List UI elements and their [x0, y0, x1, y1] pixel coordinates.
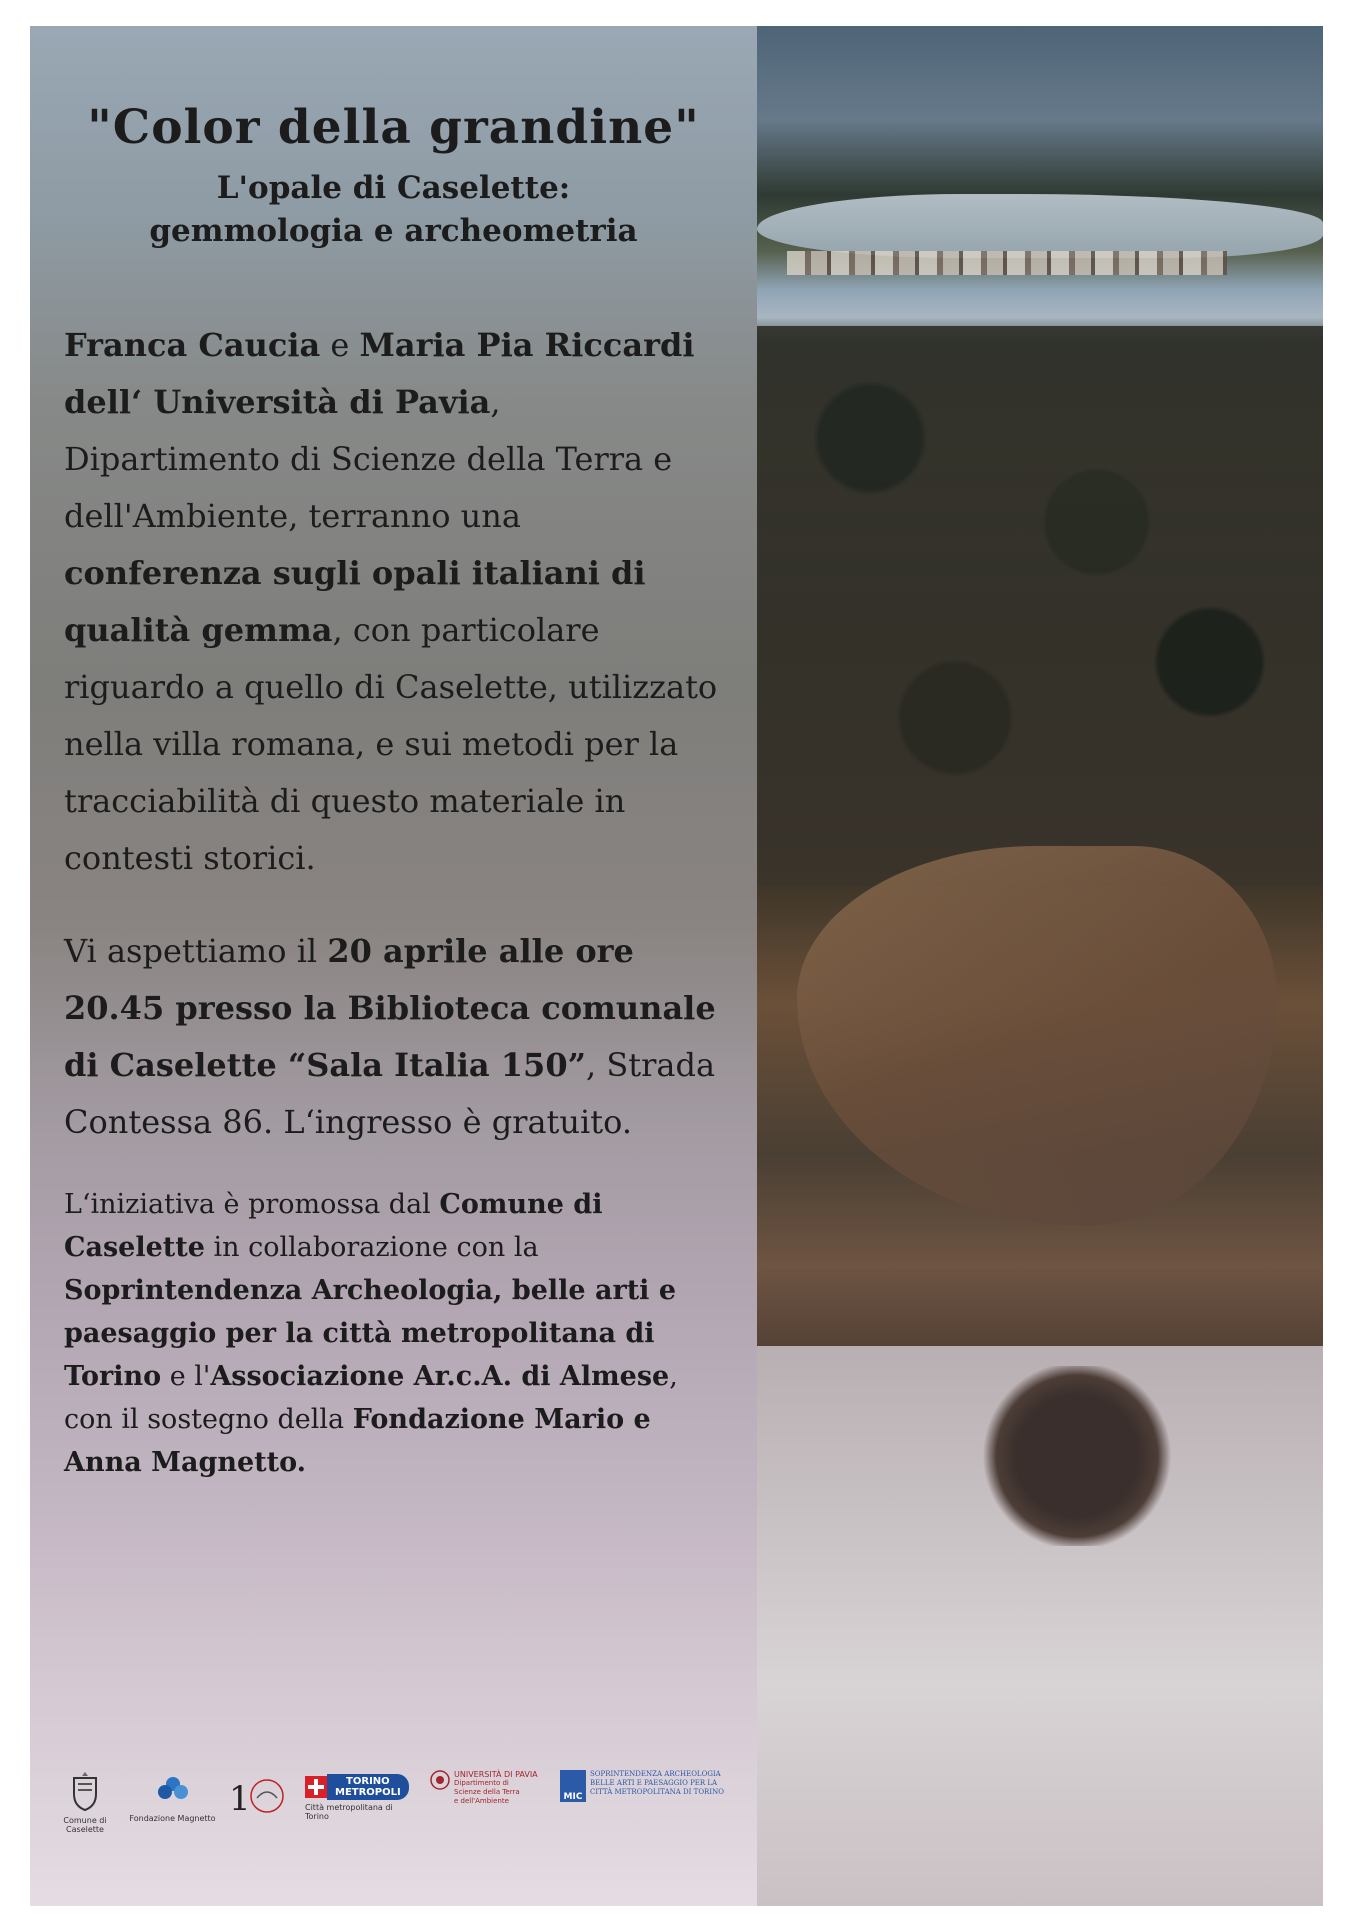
soprintendenza-label: SOPRINTENDENZA ARCHEOLOGIA BELLE ARTI E PAESAGGIO PER LA CITTÀ METROPOLITANA DI TORINO	[590, 1770, 724, 1796]
logo-fondazione-magnetto	[125, 1770, 220, 1823]
speaker-1: Franca Caucia	[64, 326, 321, 364]
landscape-photo-right	[757, 26, 1323, 1906]
coat-of-arms-icon	[70, 1770, 100, 1812]
torino-sub-label: Città metropolitana di Torino	[305, 1803, 393, 1821]
logo-fondazione-label: Fondazione Magnetto	[129, 1814, 216, 1823]
torino-cross-icon	[305, 1776, 327, 1798]
speaker-2: Maria Pia Riccardi dell‘ Università di Pavia	[64, 326, 695, 421]
text-fragment: e	[320, 326, 360, 364]
poster-text	[30, 26, 757, 1511]
mic-label: MIC	[563, 1792, 583, 1802]
logo-anniversary	[225, 1776, 295, 1820]
event-date-location: 20 aprile alle ore 20.45 presso la Biblioteca comunale di Caselette “Sala Italia 150”	[64, 932, 716, 1084]
logo-torino-metropoli	[305, 1774, 415, 1821]
organizer-associazione: Associazione Ar.c.A. di Almese	[210, 1361, 670, 1392]
pavia-title: UNIVERSITÀ DI PAVIA	[454, 1770, 538, 1779]
village-houses	[787, 251, 1227, 275]
speakers-paragraph	[30, 317, 757, 887]
torino-wordmark	[327, 1774, 409, 1800]
mic-icon	[560, 1770, 586, 1802]
forest-area	[757, 326, 1323, 886]
poster-title: "Color della grandine"	[87, 100, 700, 155]
text-fragment: , con il sostegno della	[64, 1361, 678, 1435]
text-fragment: , Dipartimento di Scienze della Terra e dell'Ambiente, terranno una	[64, 383, 673, 535]
anniversary-10-icon	[227, 1776, 293, 1816]
organizer-soprintendenza: Soprintendenza Archeologia, belle arti e paesaggio per la città metropolitana di Torino	[64, 1275, 676, 1392]
pavia-seal-icon	[430, 1770, 450, 1790]
organizer-comune: Comune di Caselette	[64, 1189, 603, 1263]
fondazione-flower-icon	[153, 1770, 193, 1810]
logo-comune-caselette	[50, 1770, 120, 1834]
subtitle-line2: gemmologia e archeometria	[149, 213, 638, 249]
text-fragment: e l'	[161, 1361, 211, 1392]
text-fragment: , Strada Contessa 86. L‘ingresso è gratuito.	[64, 1046, 716, 1141]
text-fragment: Vi aspettiamo il	[64, 932, 328, 970]
text-fragment: in collaborazione con la	[204, 1232, 539, 1263]
logo-universita-pavia	[430, 1770, 550, 1806]
torino-line2: METROPOLI	[335, 1787, 401, 1798]
lake-area	[757, 194, 1323, 258]
conference-topic: conferenza sugli opali italiani di qualità gemma	[64, 554, 646, 649]
event-details-paragraph	[30, 923, 757, 1151]
sponsor-fondazione: Fondazione Mario e Anna Magnetto.	[64, 1404, 651, 1478]
svg-text:1: 1	[229, 1779, 251, 1816]
poster-subtitle	[30, 167, 757, 253]
logo-comune-label: Comune di Caselette	[63, 1816, 107, 1834]
torino-line1: TORINO	[346, 1776, 390, 1787]
bare-bush	[977, 1366, 1177, 1546]
sponsor-logos-strip	[50, 1770, 760, 1870]
eroded-ridge	[797, 846, 1277, 1226]
logo-soprintendenza	[560, 1770, 750, 1802]
pavia-subtitle: Dipartimento di Scienze della Terra e dell'Ambiente	[454, 1779, 520, 1805]
credits-paragraph	[30, 1183, 757, 1484]
text-fragment: L‘iniziativa è promossa dal	[64, 1189, 440, 1220]
text-fragment: , con particolare riguardo a quello di Caselette, utilizzato nella villa romana, e sui metodi per la tracciabilità di questo materiale in contesti storici.	[64, 611, 718, 877]
subtitle-line1: L'opale di Caselette:	[216, 170, 571, 206]
